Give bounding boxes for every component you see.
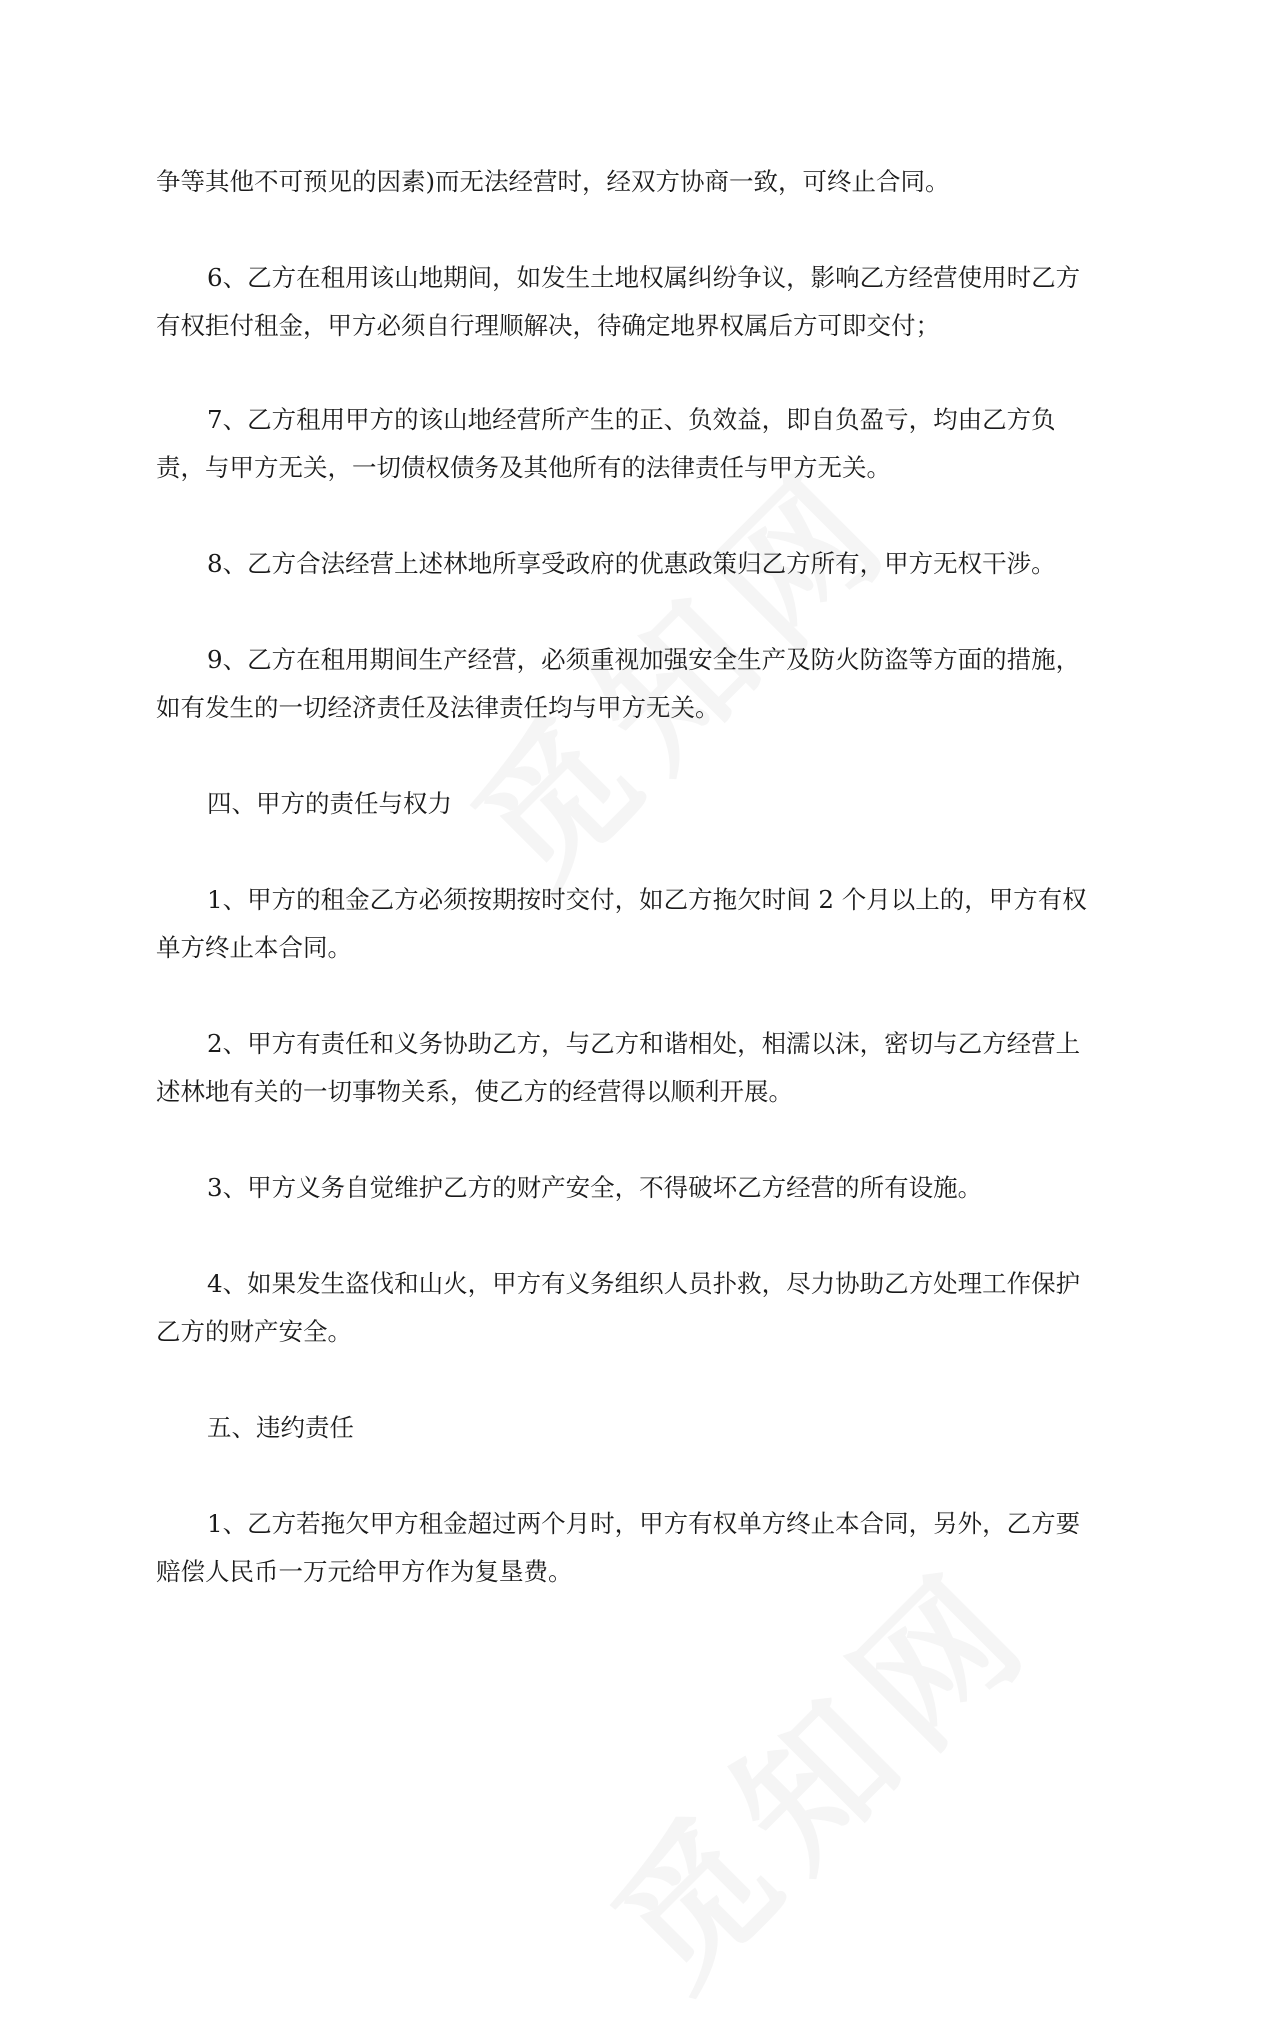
party-a-clause-4	[156, 1260, 1136, 1356]
paragraph-line: 如有发生的一切经济责任及法律责任均与甲方无关。	[156, 693, 720, 722]
paragraph-line: 乙方的财产安全。	[156, 1317, 352, 1346]
section-heading: 五、违约责任	[207, 1413, 354, 1442]
clause-7	[156, 396, 1136, 492]
paragraph-line: 1、乙方若拖欠甲方租金超过两个月时，甲方有权单方终止本合同，另外，乙方要	[207, 1509, 1081, 1538]
party-a-clause-3	[156, 1164, 1136, 1212]
paragraph-line: 9、乙方在租用期间生产经营，必须重视加强安全生产及防火防盗等方面的措施，	[207, 645, 1081, 674]
paragraph-line: 责，与甲方无关，一切债权债务及其他所有的法律责任与甲方无关。	[156, 453, 891, 482]
party-a-clause-1	[156, 876, 1136, 972]
paragraph-line: 6、乙方在租用该山地期间，如发生土地权属纠纷争议，影响乙方经营使用时乙方	[207, 263, 1081, 292]
paragraph-line: 7、乙方租用甲方的该山地经营所产生的正、负效益，即自负盈亏，均由乙方负	[207, 405, 1056, 434]
paragraph-line: 2、甲方有责任和义务协助乙方，与乙方和谐相处，相濡以沫，密切与乙方经营上	[207, 1029, 1081, 1058]
breach-clause-1	[156, 1500, 1136, 1596]
section-heading: 四、甲方的责任与权力	[207, 789, 452, 818]
clause-6	[156, 254, 1136, 350]
paragraph-line: 4、如果发生盗伐和山火，甲方有义务组织人员扑救，尽力协助乙方处理工作保护	[207, 1269, 1081, 1298]
section-heading-4	[156, 780, 1136, 828]
section-heading-5	[156, 1404, 1136, 1452]
paragraph-continuation	[156, 158, 1136, 206]
paragraph-line: 争等其他不可预见的因素)而无法经营时，经双方协商一致，可终止合同。	[156, 167, 950, 196]
paragraph-line: 3、甲方义务自觉维护乙方的财产安全，不得破坏乙方经营的所有设施。	[207, 1173, 983, 1202]
paragraph-line: 有权拒付租金，甲方必须自行理顺解决，待确定地界权属后方可即交付；	[156, 311, 940, 340]
paragraph-line: 赔偿人民币一万元给甲方作为复垦费。	[156, 1557, 573, 1586]
party-a-clause-2	[156, 1020, 1136, 1116]
paragraph-line: 单方终止本合同。	[156, 933, 352, 962]
paragraph-line: 8、乙方合法经营上述林地所享受政府的优惠政策归乙方所有，甲方无权干涉。	[207, 549, 1056, 578]
clause-9	[156, 636, 1136, 732]
paragraph-line: 1、甲方的租金乙方必须按期按时交付，如乙方拖欠时间 2 个月以上的，甲方有权	[207, 885, 1087, 914]
clause-8	[156, 540, 1136, 588]
paragraph-line: 述林地有关的一切事物关系，使乙方的经营得以顺利开展。	[156, 1077, 793, 1106]
